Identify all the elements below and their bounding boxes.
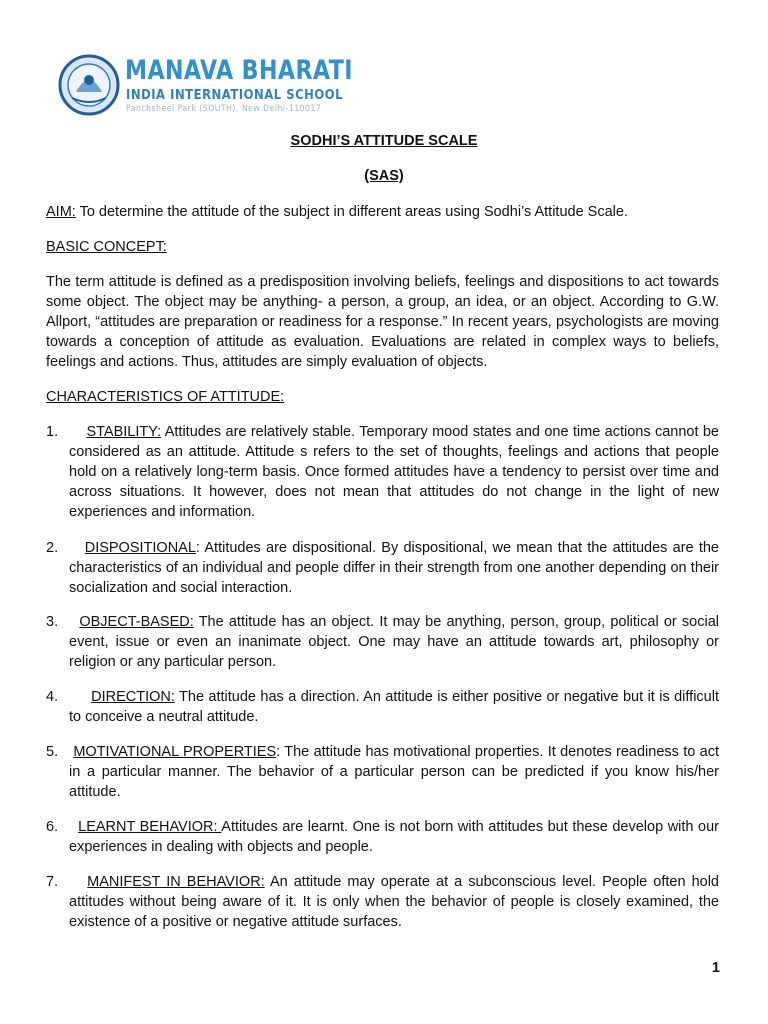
item-title: MOTIVATIONAL PROPERTIES xyxy=(73,744,277,760)
aim-label: AIM: xyxy=(46,204,76,220)
item-title: LEARNT BEHAVIOR: xyxy=(78,819,222,835)
basic-concept-paragraph: The term attitude is defined as a predisposition involving beliefs, feelings and dispositions to act towards some object. The object may be anything- a person, a group, an idea, or an object. According to G.W. Allport, “attitudes are preparation or readiness for a response.” In recent years, psychologists are moving towards a conception of attitude as evaluation. Evaluations are related in complex ways to beliefs, feelings and actions. Thus, attitudes are simply evaluation of objects. xyxy=(46,274,719,370)
item-title: DIRECTION: xyxy=(91,689,175,705)
list-item: 7. MANIFEST IN BEHAVIOR: An attitude may operate at a subconscious level. People often hold attitudes without being aware of it. It is only when the behavior of people is closely examined, the existence of a positive or negative attitude surfaces. xyxy=(46,874,720,930)
item-title: OBJECT-BASED: xyxy=(79,614,194,630)
list-item: 1. STABILITY: Attitudes are relatively stable. Temporary mood states and one time actions cannot be considered as an attitude. Attitude s refers to the set of thoughts, feelings and actions that people hold on a relatively long-term basis. Once formed attitudes have a tendency to persist over time and across situations. It however, does not mean that attitudes do not change in the light of new experiences and information. xyxy=(46,424,719,520)
list-item: 2. DISPOSITIONAL: Attitudes are dispositional. By dispositional, we mean that the attitudes are the characteristics of an individual and people differ in their strength from one another depending on their socialization and social interaction. xyxy=(46,540,720,596)
item-title: DISPOSITIONAL xyxy=(84,540,196,556)
document-subtitle: (SAS) xyxy=(364,168,404,184)
characteristics-heading: CHARACTERISTICS OF ATTITUDE: xyxy=(46,389,285,405)
list-item: 3. OBJECT-BASED: The attitude has an object. It may be anything, person, group, political or social event, issue or even an inanimate object. One may have an attitude towards art, philosophy or religion or any particular person. xyxy=(46,614,719,670)
aim-text: To determine the attitude of the subject in different areas using Sodhi’s Attitude Scale. xyxy=(75,204,628,220)
aim-paragraph xyxy=(46,202,719,222)
school-seal-icon xyxy=(58,54,120,116)
list-item: 5. MOTIVATIONAL PROPERTIES: The attitude has motivational properties. It denotes readiness to act in a particular manner. The behavior of a particular person can be predicted if you know his/her attitude. xyxy=(46,744,720,800)
list-item: 4. DIRECTION: The attitude has a direction. An attitude is either positive or negative but it is difficult to conceive a neutral attitude. xyxy=(46,689,719,725)
document-title: SODHI’S ATTITUDE SCALE xyxy=(290,133,478,149)
item-title: STABILITY: xyxy=(86,424,162,440)
basic-concept-heading: BASIC CONCEPT: xyxy=(46,239,167,255)
list-item: 6. LEARNT BEHAVIOR: Attitudes are learnt. One is not born with attitudes but these develop with our experiences in dealing with objects and people. xyxy=(46,819,720,855)
logo-name: MANAVA BHARATI xyxy=(125,55,353,86)
logo-address: Panchsheel Park (SOUTH), New Delhi-110017 xyxy=(126,104,322,114)
item-title: MANIFEST IN BEHAVIOR: xyxy=(87,874,265,890)
page-number: 1 xyxy=(711,960,720,976)
logo-subtitle: INDIA INTERNATIONAL SCHOOL xyxy=(126,87,344,103)
school-logo xyxy=(58,54,353,116)
